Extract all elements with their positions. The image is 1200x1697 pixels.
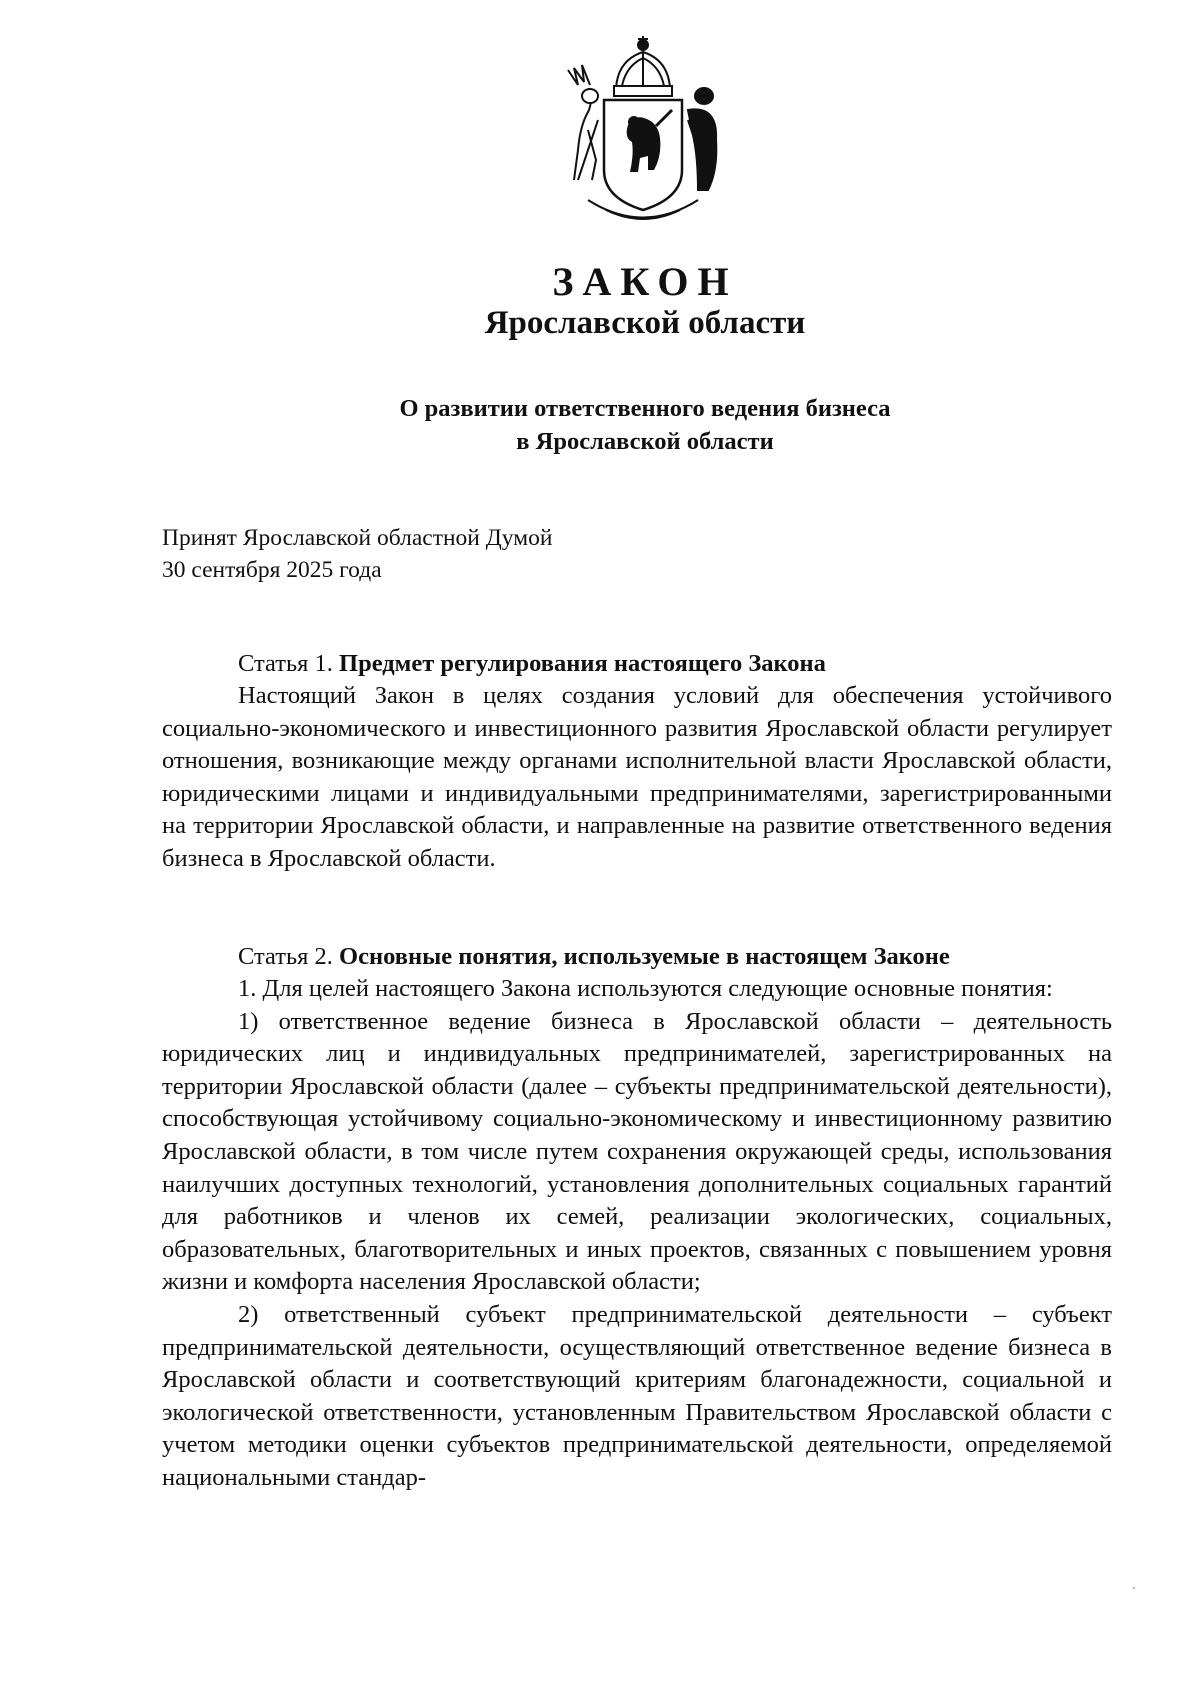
article-number: Статья 1. (238, 650, 333, 677)
article-heading (162, 940, 1112, 973)
article-paragraph: 2) ответственный субъект предпринимательской деятельности – субъект предпринимательской деятельности, осуществляющий ответственное ведение бизнеса в Ярославской области и соответствующий критериям благонадежности, социальной и экологической ответственности, установленным Правительством Ярославской области с учетом методики оценки субъектов предпринимательской деятельности, определяемой национальными стандар- (162, 1300, 1112, 1491)
coat-of-arms-emblem (548, 30, 738, 230)
article-heading (162, 647, 1112, 680)
article-title: Предмет регулирования настоящего Закона (339, 650, 826, 677)
adoption-date: 30 сентября 2025 года (162, 557, 382, 583)
article-number: Статья 2. (238, 943, 333, 970)
article-title: Основные понятия, используемые в настоящем Законе (339, 943, 950, 970)
article-2 (162, 940, 1112, 1495)
article-paragraph: 1. Для целей настоящего Закона используются следующие основные понятия: (238, 975, 1053, 1002)
article-paragraph: 1) ответственное ведение бизнеса в Ярославской области – деятельность юридических лиц и индивидуальных предпринимателей, зарегистрированных на территории Ярославской области (далее – субъекты предпринимательской деятельности), способствующая устойчивому социально-экономическому и инвестиционному развитию Ярославской области, в том числе путем сохранения окружающей среды, использования наилучших доступных технологий, установления дополнительных социальных гарантий для работников и членов их семей, реализации экологических, социальных, образовательных, благотворительных и иных проектов, связанных с повышением уровня жизни и комфорта населения Ярославской области; (162, 1007, 1112, 1296)
law-subject-line-2: в Ярославской области (516, 428, 774, 455)
scan-speck (1133, 1587, 1135, 1589)
article-paragraph: Настоящий Закон в целях создания условий для обеспечения устойчивого социально-экономического и инвестиционного развития Ярославской области регулирует отношения, возникающие между органами исполнительной власти Ярославской области, юридическими лицами и индивидуальными предпринимателями, зарегистрированными на территории Ярославской области, и направленные на развитие ответственного ведения бизнеса в Ярославской области. (162, 682, 1112, 872)
law-title: ЗАКОН (552, 259, 738, 304)
law-subject-line-1: О развитии ответственного ведения бизнеса (399, 395, 891, 422)
adoption-body: Принят Ярославской областной Думой (162, 525, 553, 551)
article-1 (162, 647, 1112, 876)
law-region: Ярославской области (484, 305, 806, 341)
